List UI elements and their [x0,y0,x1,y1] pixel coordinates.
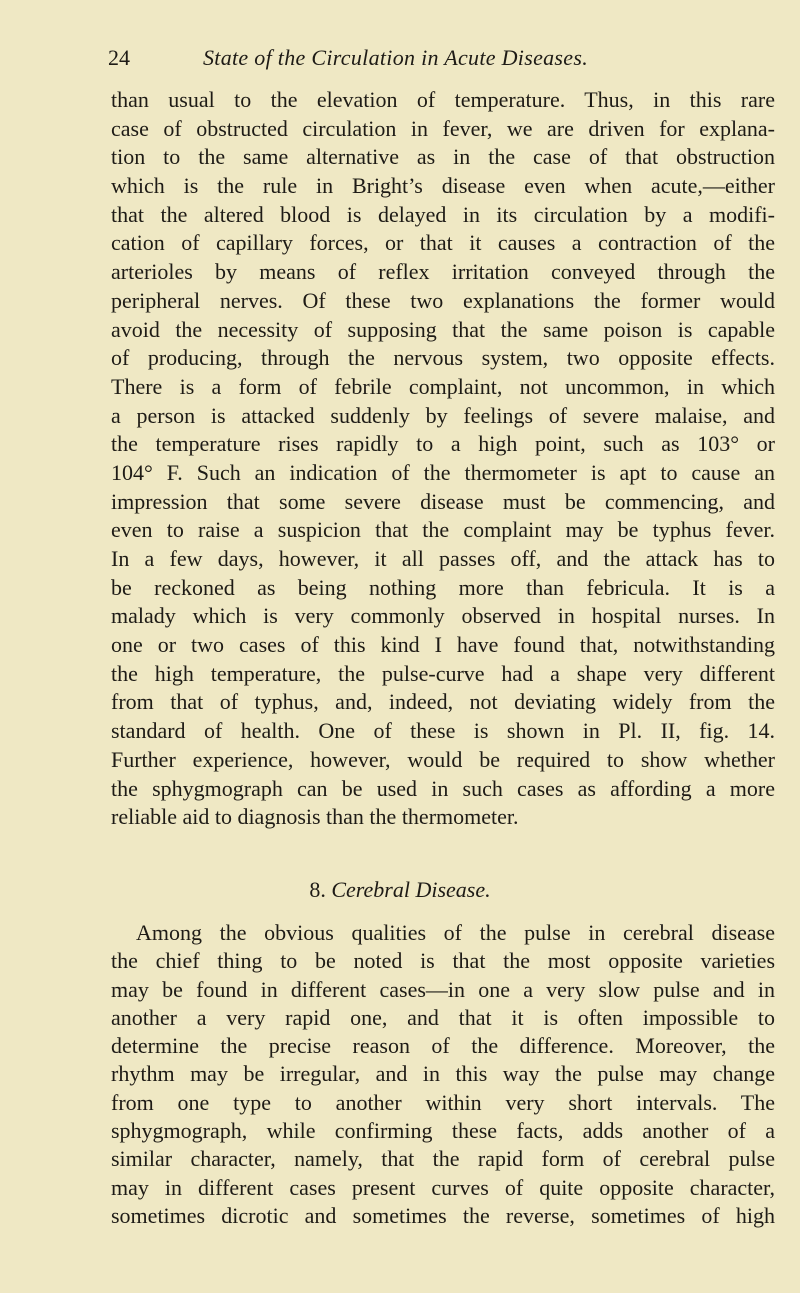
text-line: the temperature rises rapidly to a high point, such as 103° or [111,431,775,457]
text-line: avoid the necessity of supposing that the same poison is capable [111,316,775,342]
text-line: malady which is very commonly observed in hospital nurses. In [111,603,775,629]
text-line: of producing, through the nervous system, two opposite effects. [111,345,775,371]
text-line: cation of capillary forces, or that it causes a contraction of the [111,230,775,256]
text-line: even to raise a suspicion that the complaint may be typhus fever. [111,517,775,543]
text-line: Further experience, however, would be required to show whether [111,746,775,772]
text-line: 104° F. Such an indication of the thermometer is apt to cause an [111,459,775,485]
text-line: from that of typhus, and, indeed, not deviating widely from the [111,689,775,715]
text-line: sphygmograph, while confirming these facts, adds another of a [111,1118,775,1144]
text-line: arterioles by means of reflex irritation conveyed through the [111,259,775,285]
text-line: the chief thing to be noted is that the most opposite varieties [111,948,775,974]
text-line: Among the obvious qualities of the pulse in cerebral disease [136,920,775,945]
text-line: case of obstructed circulation in fever, we are driven for explana- [111,115,775,141]
text-line: which is the rule in Bright’s disease even when acute,—either [111,173,775,199]
page-number: 24 [108,45,130,70]
text-line: from one type to another within very short intervals. The [111,1089,775,1115]
text-line: sometimes dicrotic and sometimes the reverse, sometimes of high [111,1202,775,1228]
text-line: tion to the same alternative as in the case of that obstruction [111,144,775,170]
section-title: Cerebral Disease. [331,877,491,902]
text-line: reliable aid to diagnosis than the thermometer. [111,804,519,830]
text-line: standard of health. One of these is shown in Pl. II, fig. 14. [111,718,775,744]
text-line: peripheral nerves. Of these two explanations the former would [111,287,775,313]
text-line: the high temperature, the pulse-curve had a shape very different [111,660,775,686]
text-line: than usual to the elevation of temperature. Thus, in this rare [111,87,775,112]
text-line: may in different cases present curves of quite opposite character, [111,1174,775,1200]
text-line: may be found in different cases—in one a very slow pulse and in [111,976,775,1002]
section-number: 8. [309,877,326,902]
text-line: another a very rapid one, and that it is often impossible to [111,1004,775,1030]
running-title: State of the Circulation in Acute Diseases. [203,45,589,70]
running-header [108,44,768,74]
text-line: the sphygmograph can be used in such cases as affording a more [111,775,775,801]
text-line: that the altered blood is delayed in its circulation by a modifi- [111,201,775,227]
text-line: There is a form of febrile complaint, not uncommon, in which [111,373,775,399]
body-text-bottom [111,919,775,1230]
text-line: be reckoned as being nothing more than febricula. It is a [111,574,775,600]
text-line: determine the precise reason of the difference. Moreover, the [111,1033,775,1059]
text-line: impression that some severe disease must be commencing, and [111,488,775,514]
text-line: one or two cases of this kind I have found that, notwithstanding [111,632,775,658]
text-line: rhythm may be irregular, and in this way the pulse may change [111,1061,775,1087]
body-text-top [111,86,775,832]
section-heading [0,876,800,904]
text-line: similar character, namely, that the rapid form of cerebral pulse [111,1146,775,1172]
text-line: a person is attacked suddenly by feelings of severe malaise, and [111,402,775,428]
text-line: In a few days, however, it all passes off, and the attack has to [111,546,775,571]
